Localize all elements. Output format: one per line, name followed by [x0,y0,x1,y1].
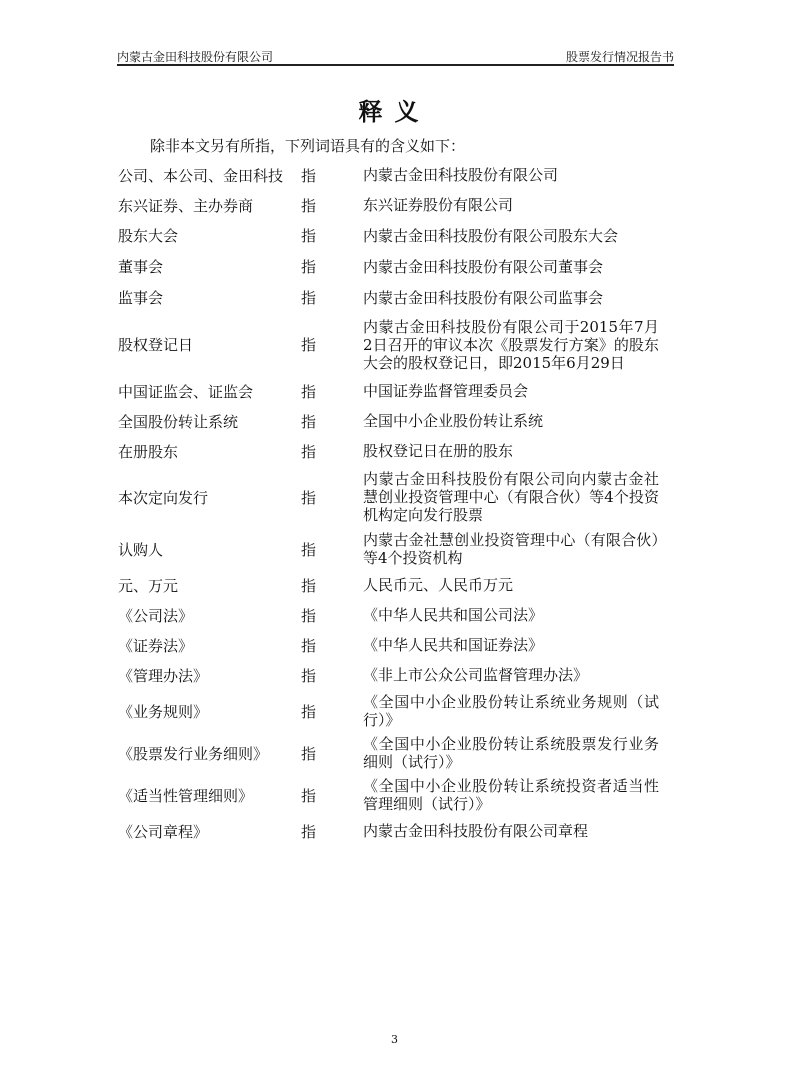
header-doc-title: 股票发行情况报告书 [565,50,674,64]
definition-row [118,436,663,466]
intro-text: 除非本文另有所指，下列词语具有的含义如下： [150,137,466,155]
definition-zhi: 指 [301,666,317,685]
definition-row [118,690,663,732]
definition-term: 股东大会 [118,227,179,245]
definition-meaning: 内蒙古金社慧创业投资管理中心（有限合伙）等4个投资机构 [363,531,659,567]
definition-zhi: 指 [301,606,317,625]
definition-zhi: 指 [301,744,317,763]
definition-zhi: 指 [301,576,317,595]
definition-term: 《公司法》 [118,606,194,625]
definition-meaning: 全国中小企业股份转让系统 [363,412,544,430]
definition-meaning: 东兴证券股份有限公司 [363,196,514,214]
definition-term: 《证券法》 [118,636,194,655]
definition-meaning: 内蒙古金田科技股份有限公司向内蒙古金社慧创业投资管理中心（有限合伙）等4个投资机构定向发行股票 [363,470,659,524]
definition-zhi: 指 [301,289,317,307]
definition-zhi: 指 [301,702,317,721]
definition-row [118,313,663,376]
definition-meaning: 股权登记日在册的股东 [363,442,514,460]
definition-meaning: 人民币元、人民币万元 [363,576,514,594]
definition-term: 东兴证券、主办券商 [118,196,254,215]
definition-term: 《股票发行业务细则》 [118,744,269,763]
definition-row [118,251,663,282]
definition-meaning: 《全国中小企业股份转让系统业务规则（试行）》 [363,693,659,729]
definition-row [118,160,663,190]
definition-term: 在册股东 [118,442,179,461]
definition-meaning: 《全国中小企业股份转让系统投资者适当性管理细则（试行）》 [363,777,659,813]
definition-meaning: 内蒙古金田科技股份有限公司股东大会 [363,226,619,245]
definition-meaning: 《非上市公众公司监督管理办法》 [363,666,589,684]
definition-term: 《适当性管理细则》 [118,786,254,805]
definition-zhi: 指 [301,382,317,401]
page-number: 3 [391,1033,398,1046]
header-divider [117,64,674,66]
page-header [117,47,674,65]
definition-meaning: 内蒙古金田科技股份有限公司监事会 [363,288,604,307]
definition-term: 董事会 [118,258,164,276]
header-company: 内蒙古金田科技股份有限公司 [117,50,274,64]
definition-meaning: 内蒙古金田科技股份有限公司章程 [363,822,589,840]
definition-row [118,660,663,690]
definition-row [118,190,663,220]
definition-meaning: 《全国中小企业股份转让系统股票发行业务细则（试行）》 [363,735,659,771]
definition-term: 中国证监会、证监会 [118,382,254,401]
definition-term: 股权登记日 [118,336,194,354]
definition-term: 《管理办法》 [118,666,209,685]
definition-zhi: 指 [301,636,317,655]
definition-zhi: 指 [301,227,317,245]
definition-term: 本次定向发行 [118,488,209,507]
definition-zhi: 指 [301,822,317,841]
definition-meaning: 中国证券监督管理委员会 [363,382,529,400]
definition-meaning: 内蒙古金田科技股份有限公司董事会 [363,257,604,276]
definition-row [118,600,663,630]
definition-zhi: 指 [301,336,317,354]
definitions-table [118,160,663,846]
definition-zhi: 指 [301,412,317,431]
definition-zhi: 指 [301,488,317,507]
definition-term: 公司、本公司、金田科技 [118,166,284,185]
definition-row [118,376,663,406]
definition-row [118,406,663,436]
definition-zhi: 指 [301,258,317,276]
definition-meaning: 《中华人民共和国证券法》 [363,636,544,654]
definition-row [118,774,663,816]
definition-term: 监事会 [118,289,164,307]
definition-zhi: 指 [301,442,317,461]
page-title: 释义 [358,97,431,126]
definition-term: 全国股份转让系统 [118,412,239,431]
definition-zhi: 指 [301,540,317,559]
definition-meaning: 内蒙古金田科技股份有限公司 [363,166,559,184]
definition-meaning: 《中华人民共和国公司法》 [363,606,544,624]
definition-term: 《公司章程》 [118,822,209,841]
definition-row [118,466,663,528]
definition-row [118,220,663,251]
definition-meaning: 内蒙古金田科技股份有限公司于2015年7月2日召开的审议本次《股票发行方案》的股东大会的股权登记日，即2015年6月29日 [363,317,659,372]
definition-zhi: 指 [301,196,317,215]
definition-zhi: 指 [301,786,317,805]
definition-row [118,630,663,660]
definition-zhi: 指 [301,166,317,185]
definition-row [118,282,663,313]
definition-term: 元、万元 [118,576,179,595]
definition-row [118,816,663,846]
definition-term: 认购人 [118,540,164,559]
definition-row [118,570,663,600]
definition-row [118,732,663,774]
definition-row [118,528,663,570]
definition-term: 《业务规则》 [118,702,209,721]
